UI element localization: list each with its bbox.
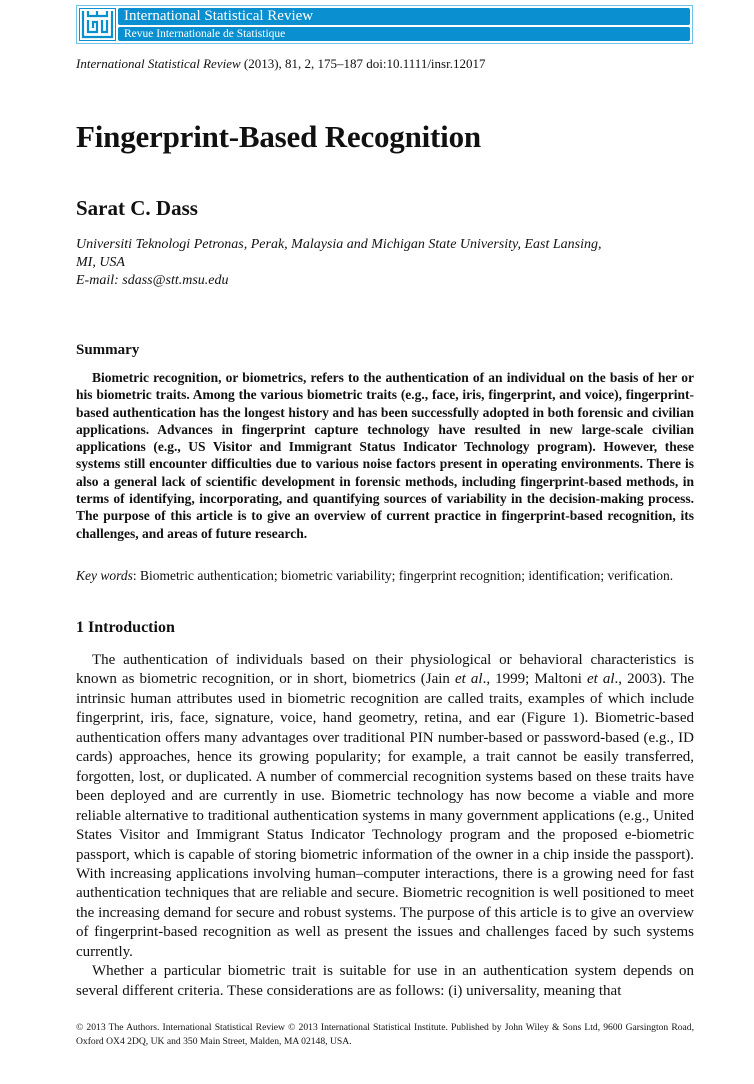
abstract-text: Biometric recognition, or biometrics, refers to the authentication of an individual on the basis of her or his biometric traits. Among the various biometric traits (e.g., face, iris, fingerprint, and voice), fingerprint-based authentication has the longest history and has been successfully adopted in both forensic and civilian applications. Advances in fingerprint capture technology have resulted in new large-scale civilian applications (e.g., US Visitor and Immigrant Status Indicator Technology program). However, these systems still encounter difficulties due to various noise factors present in operating environments. There is also a general lack of scientific development in forensic methods, including fingerprint-based methods, in terms of identifying, incorporating, and quantifying sources of variability in the decision-making process. The purpose of this article is to give an overview of current practice in fingerprint-based recognition, its challenges, and areas of future research.: [76, 370, 694, 541]
affiliation-line-2: MI, USA: [76, 255, 125, 270]
citation-line: [76, 56, 485, 72]
paragraph: Whether a particular biometric trait is suitable for use in an authentication system depends on several different criteria. These considerations are as follows: (i) universality, meaning that: [76, 963, 694, 999]
section-heading-introduction: 1 Introduction: [76, 619, 175, 636]
citation-journal: International Statistical Review: [76, 56, 241, 71]
introduction-body: [76, 651, 694, 1001]
keywords-separator: :: [132, 568, 141, 583]
citation-etal: et al: [454, 671, 483, 688]
paragraph-text: ., 2003). The intrinsic human attributes used in biometric recognition are called traits, examples of which include fingerprint, iris, face, signature, voice, hand geometry, retina, and ear (Figure 1). Biometric-based authentication offers many advantages over traditional PIN number-based or password-based (e.g., ID cards) approaches, hence its growing popularity; for example, a trait cannot be easily transferred, forgotten, lost, or duplicated. A number of commercial recognition systems based on these traits have been deployed and are currently in use. Biometric technology has now become a viable and more reliable alternative to traditional authentication systems in many government applications (e.g., United States Visitor and Immigrant Status Indicator Technology program and the proposed e-biometric passport, which is capable of storing biometric information of the owner in a chip inside the passport). With increasing applications involving human–computer interactions, there is a growing need for fast authentication techniques that are reliable and secure. Biometric recognition is well positioned to meet the increasing demand for secure and robust systems. The purpose of this article is to give an overview of fingerprint-based recognition as well as present the issues and challenges faced by such systems currently.: [76, 671, 694, 960]
journal-banner: [76, 5, 693, 44]
citation-etal: et al: [586, 671, 615, 688]
keywords-label: Key words: [76, 568, 133, 583]
paragraph-text: ., 1999; Maltoni: [482, 671, 587, 688]
author-email[interactable]: E-mail: sdass@stt.msu.edu: [76, 273, 229, 288]
paragraph: [76, 651, 694, 962]
isi-logo-icon: [79, 8, 116, 41]
journal-subtitle: Revue Internationale de Statistique: [118, 27, 690, 41]
author-affiliation: [76, 236, 696, 290]
copyright-footer: © 2013 The Authors. International Statistical Review © 2013 International Statistical Institute. Published by John Wiley & Sons Ltd, 9600 Garsington Road, Oxford OX4 2DQ, UK and 350 Main Street, Malden, MA 02148, USA.: [76, 1022, 694, 1047]
keywords-list: Biometric authentication; biometric variability; fingerprint recognition; identification; verification.: [140, 568, 674, 583]
affiliation-line-1: Universiti Teknologi Petronas, Perak, Malaysia and Michigan State University, East Lansing,: [76, 237, 602, 252]
paragraph-text: The authentication of individuals based on their physiological or behavioral characteristics is known as biometric recognition, or in short, biometrics (Jain: [76, 652, 694, 688]
citation-details: (2013), 81, 2, 175–187 doi:10.1111/insr.12017: [240, 56, 486, 71]
summary-heading: Summary: [76, 342, 140, 358]
author-name: Sarat C. Dass: [76, 196, 198, 220]
keywords: [76, 567, 694, 584]
journal-name: International Statistical Review: [118, 8, 690, 25]
article-title: Fingerprint-Based Recognition: [76, 119, 481, 154]
